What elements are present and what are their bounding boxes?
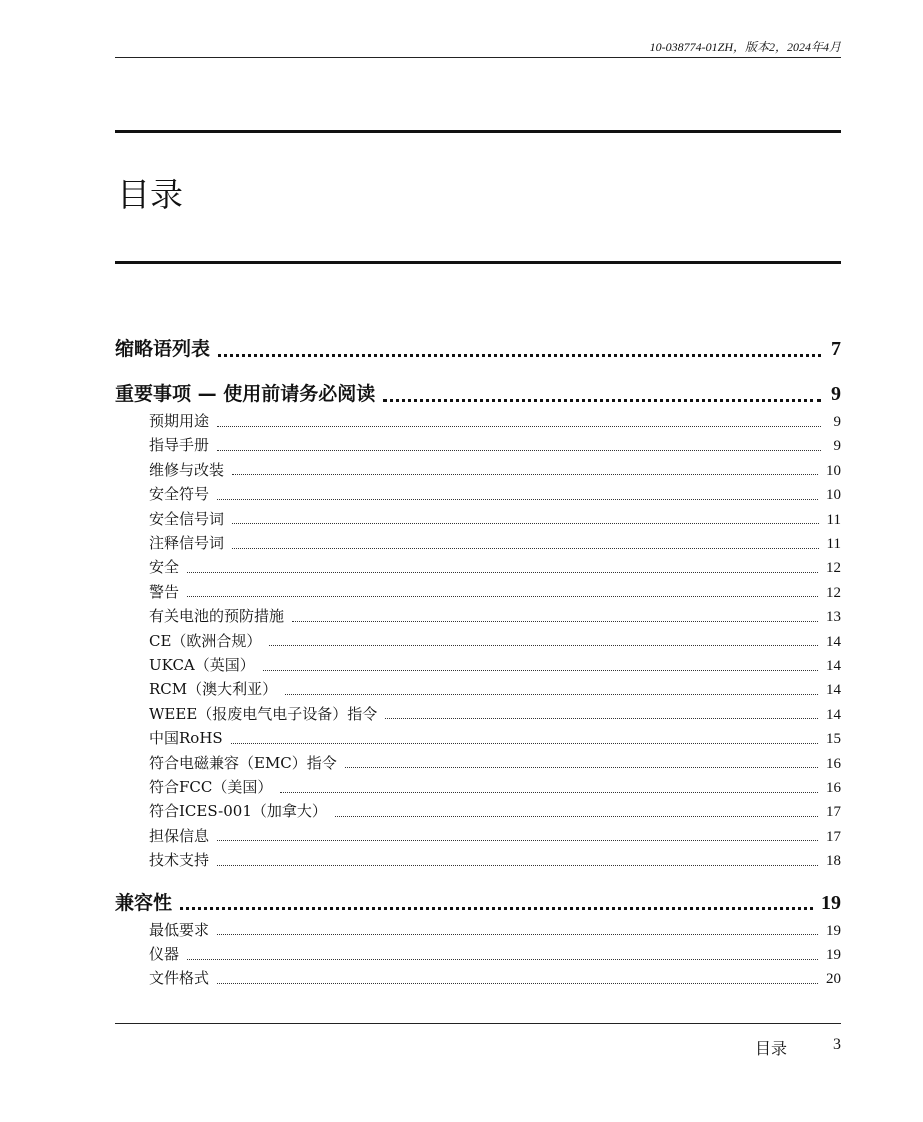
- toc-page-number: 13: [826, 609, 841, 626]
- toc-page-number: 18: [826, 853, 841, 870]
- toc-page-number: 16: [826, 780, 841, 796]
- toc-entry-title: UKCA（英国）: [149, 656, 255, 674]
- toc-dot-leader: [217, 499, 818, 500]
- toc-dot-leader: [217, 426, 821, 427]
- toc-dot-leader: [232, 548, 819, 549]
- toc-entry-title: WEEE（报废电气电子设备）指令: [149, 704, 378, 723]
- toc-entry-title: RCM（澳大利亚）: [149, 680, 278, 699]
- toc-entry-title: 文件格式: [149, 969, 210, 988]
- toc-entry-title: 注释信号词: [149, 534, 225, 552]
- toc-entry-title: 担保信息: [149, 826, 210, 845]
- toc-section-entry[interactable]: [115, 703, 841, 725]
- toc-dot-leader: [217, 840, 818, 841]
- toc-section-entry[interactable]: [115, 800, 841, 822]
- toc-page-number: 14: [826, 633, 841, 650]
- toc-page-number: 11: [826, 511, 841, 528]
- toc-entry-title: 安全符号: [149, 485, 210, 504]
- page-title: 目录: [117, 175, 183, 214]
- toc-dot-leader: [345, 767, 818, 768]
- footer-page-number: 3: [833, 1036, 841, 1053]
- toc-section-entry[interactable]: [115, 459, 841, 481]
- toc-entry-title: 指导手册: [149, 436, 210, 455]
- toc-page-number: 14: [826, 658, 841, 674]
- toc-page-number: 15: [826, 731, 841, 748]
- toc-page-number: 9: [833, 414, 841, 430]
- toc-page-number: 19: [826, 947, 841, 963]
- toc-dot-leader: [218, 354, 821, 357]
- toc-entry-title: 重要事项 — 使用前请务必阅读: [115, 383, 376, 405]
- toc-chapter-entry[interactable]: [115, 336, 841, 362]
- toc-dot-leader: [217, 983, 818, 984]
- toc-dot-leader: [180, 907, 813, 910]
- toc-entry-title: 符合ICES-001（加拿大）: [149, 802, 327, 821]
- toc-section-entry[interactable]: [115, 849, 841, 871]
- toc-entry-title: 符合FCC（美国）: [149, 778, 273, 796]
- header-rule: [115, 57, 841, 58]
- toc-section-entry[interactable]: [115, 967, 841, 989]
- toc-entry-title: 缩略语列表: [115, 338, 211, 360]
- toc-dot-leader: [217, 450, 821, 451]
- toc-dot-leader: [232, 523, 819, 524]
- title-top-rule: [115, 130, 841, 133]
- toc-page-number: 20: [826, 971, 841, 988]
- toc-chapter-entry[interactable]: [115, 890, 841, 916]
- toc-dot-leader: [231, 743, 818, 744]
- toc-dot-leader: [269, 645, 818, 646]
- toc-entry-title: 有关电池的预防措施: [149, 607, 285, 626]
- toc-entry-title: 安全信号词: [149, 509, 225, 528]
- toc-section-entry[interactable]: [115, 556, 841, 578]
- toc-entry-title: 预期用途: [149, 412, 210, 430]
- toc-page-number: 14: [826, 706, 841, 723]
- toc-section-entry[interactable]: [115, 943, 841, 965]
- toc-section-entry[interactable]: [115, 654, 841, 676]
- toc-dot-leader: [217, 865, 818, 866]
- toc-dot-leader: [187, 572, 818, 573]
- toc-section-entry[interactable]: [115, 434, 841, 456]
- toc-section-entry[interactable]: [115, 630, 841, 652]
- document-reference: 10-038774-01ZH，版本2，2024年4月: [649, 40, 841, 54]
- toc-dot-leader: [217, 934, 818, 935]
- toc-page-number: 9: [831, 383, 841, 405]
- toc-dot-leader: [232, 474, 818, 475]
- toc-page-number: 9: [833, 438, 841, 455]
- toc-dot-leader: [263, 670, 818, 671]
- toc-page-number: 11: [826, 536, 841, 552]
- toc-entry-title: 最低要求: [149, 920, 210, 939]
- toc-page-number: 12: [826, 560, 841, 577]
- toc-page-number: 7: [831, 338, 841, 360]
- toc-section-entry[interactable]: [115, 825, 841, 847]
- toc-section-entry[interactable]: [115, 752, 841, 774]
- toc-dot-leader: [292, 621, 818, 622]
- toc-section-entry[interactable]: [115, 919, 841, 941]
- toc-dot-leader: [385, 718, 818, 719]
- toc-dot-leader: [335, 816, 818, 817]
- toc-dot-leader: [187, 596, 818, 597]
- toc-page-number: 10: [826, 462, 841, 479]
- toc-section-entry[interactable]: [115, 678, 841, 700]
- toc-section-entry[interactable]: [115, 532, 841, 554]
- toc-page-number: 14: [826, 682, 841, 699]
- toc-entry-title: 中国RoHS: [149, 729, 223, 748]
- toc-page-number: 17: [826, 828, 841, 845]
- toc-entry-title: 仪器: [149, 945, 180, 963]
- toc-entry-title: 安全: [149, 558, 180, 577]
- toc-section-entry[interactable]: [115, 776, 841, 798]
- toc-page-number: 10: [826, 487, 841, 504]
- toc-page-number: 17: [826, 804, 841, 821]
- toc-section-entry[interactable]: [115, 410, 841, 432]
- toc-dot-leader: [285, 694, 818, 695]
- toc-page-number: 12: [826, 584, 841, 601]
- toc-entry-title: 维修与改装: [149, 460, 225, 479]
- toc-section-entry[interactable]: [115, 508, 841, 530]
- toc-entry-title: 兼容性: [115, 891, 173, 914]
- toc-entry-title: 技术支持: [149, 851, 210, 870]
- toc-entry-title: CE（欧洲合规）: [149, 631, 262, 650]
- toc-dot-leader: [383, 399, 821, 402]
- toc-dot-leader: [187, 959, 818, 960]
- toc-entry-title: 警告: [149, 582, 180, 601]
- toc-entry-title: 符合电磁兼容（EMC）指令: [149, 753, 337, 772]
- toc-section-entry[interactable]: [115, 483, 841, 505]
- toc-page-number: 19: [826, 922, 841, 939]
- toc-section-entry[interactable]: [115, 727, 841, 749]
- footer-section-label: 目录: [755, 1039, 788, 1058]
- toc-chapter-entry[interactable]: [115, 381, 841, 407]
- toc-section-entry[interactable]: [115, 605, 841, 627]
- title-bottom-rule: [115, 261, 841, 264]
- toc-section-entry[interactable]: [115, 581, 841, 603]
- toc-page-number: 19: [821, 891, 841, 914]
- toc-dot-leader: [280, 792, 818, 793]
- toc-page-number: 16: [826, 755, 841, 772]
- footer-rule: [115, 1023, 841, 1024]
